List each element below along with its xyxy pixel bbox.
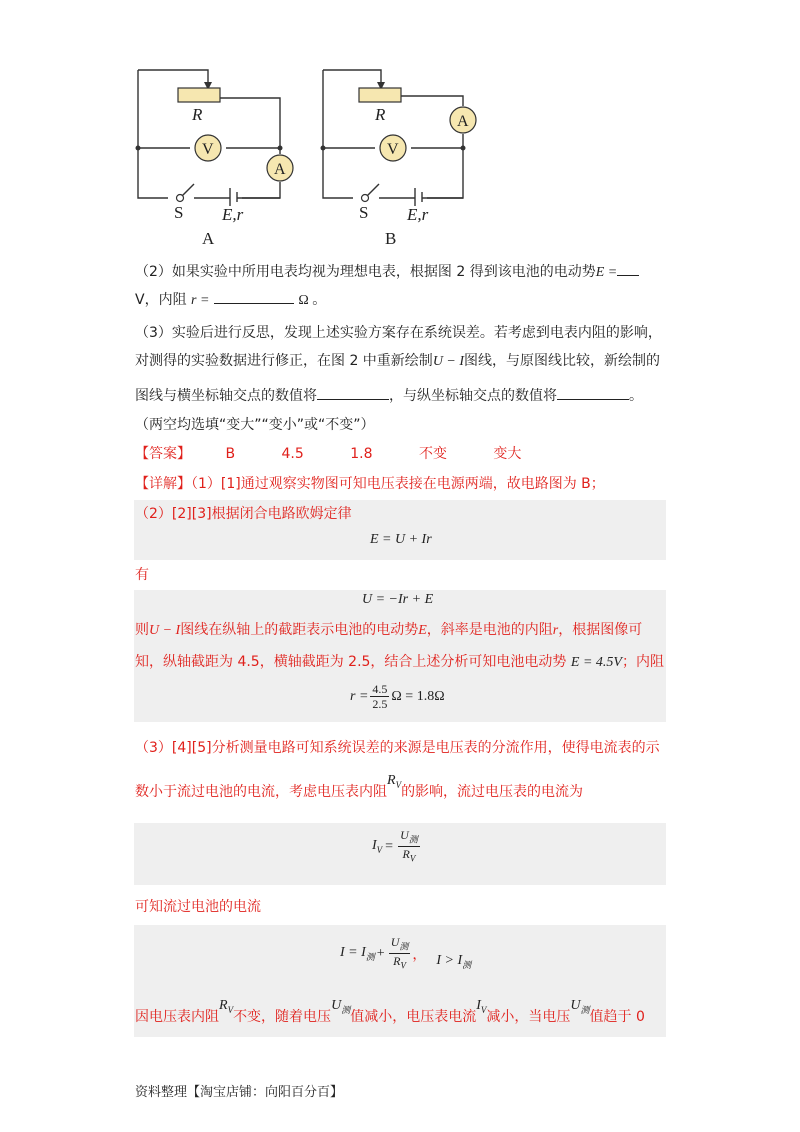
q3-line2: 对测得的实验数据进行修正，在图 2 中重新绘制U − I图线，与原图线比较，新绘制的 bbox=[135, 353, 661, 369]
detail-line1: 【详解】（1）[1]通过观察实物图可知电压表接在电源两端，故电路图为 B； bbox=[135, 476, 605, 492]
detail-line6: 数小于流过电池的电流，考虑电压表内阻$R_V$的影响，流过电压表的电流为 bbox=[135, 773, 584, 800]
label-er-a: E,r bbox=[222, 205, 244, 224]
detail-label: 【详解】 bbox=[135, 476, 191, 492]
detail-have: 有 bbox=[135, 567, 149, 583]
answer-3: 1.8 bbox=[350, 446, 373, 462]
label-s-b: S bbox=[359, 203, 369, 222]
detail-line4: 知，纵轴截距为 4.5，横轴截距为 2.5，结合上述分析可知电池电动势 E = 4.5V；内阻 bbox=[135, 654, 664, 670]
label-r-a: R bbox=[192, 105, 203, 124]
detail-line7: 可知流过电池的电流 bbox=[135, 899, 261, 915]
label-v-b: V bbox=[387, 141, 399, 158]
label-letter-b: B bbox=[385, 229, 397, 248]
q2-line1: （2）如果实验中所用电表均视为理想电表，根据图 2 得到该电池的电动势E = bbox=[135, 261, 639, 283]
answer-line bbox=[135, 444, 521, 464]
label-er-b: E,r bbox=[407, 205, 429, 224]
equation-1: E = U + Ir bbox=[370, 532, 432, 547]
answer-label: 【答案】 bbox=[135, 446, 191, 462]
detail-line3: 则U − I图线在纵轴上的截距表示电池的电动势E，斜率是电池的内阻r，根据图像可 bbox=[135, 622, 643, 638]
label-a-a: A bbox=[274, 161, 286, 178]
circuit-diagrams bbox=[120, 60, 500, 250]
answer-2: 4.5 bbox=[281, 446, 304, 462]
detail-line5: （3）[4][5]分析测量电路可知系统误差的来源是电压表的分流作用，使得电流表的示 bbox=[135, 740, 660, 756]
q3-line1: （3）实验后进行反思，发现上述实验方案存在系统误差。若考虑到电表内阻的影响， bbox=[135, 325, 662, 341]
q2-line2: V，内阻 r = Ω 。 bbox=[135, 289, 326, 311]
detail-line2: （2）[2][3]根据闭合电路欧姆定律 bbox=[135, 506, 352, 522]
label-a-b: A bbox=[457, 113, 469, 130]
blank-x-intercept[interactable] bbox=[317, 385, 389, 400]
label-letter-a: A bbox=[202, 229, 215, 248]
equation-4: $I_V$ = $\frac{U_测}{R_V}$ bbox=[372, 828, 418, 864]
blank-r[interactable] bbox=[214, 289, 294, 304]
label-v-a: V bbox=[202, 141, 214, 158]
equation-2: U = −Ir + E bbox=[362, 592, 434, 607]
footer-text: 资料整理【淘宝店铺：向阳百分百】 bbox=[135, 1085, 344, 1100]
label-r-b: R bbox=[375, 105, 386, 124]
q3-line3: 图线与横坐标轴交点的数值将 ，与纵坐标轴交点的数值将 。 bbox=[135, 385, 643, 406]
label-s-a: S bbox=[174, 203, 184, 222]
equation-5: $I = I_测$ + $\frac{U_测}{R_V}$ ， $I > I_测$ bbox=[340, 935, 472, 971]
blank-y-intercept[interactable] bbox=[557, 385, 629, 400]
answer-4: 不变 bbox=[418, 446, 447, 462]
equation-3: r = $\frac{4.5}{2.5}$ Ω = 1.8Ω bbox=[350, 682, 445, 711]
answer-1: B bbox=[225, 446, 236, 462]
q3-line4: （两空均选填“变大”“变小”或“不变”） bbox=[135, 417, 375, 433]
detail-line8: 因电压表内阻$R_V$不变，随着电压$U_测$值减小，电压表电流$I_V$减小，当电压$U_测$值趋于 0 bbox=[135, 998, 645, 1025]
blank-e[interactable] bbox=[617, 261, 639, 276]
answer-5: 变大 bbox=[493, 446, 522, 462]
